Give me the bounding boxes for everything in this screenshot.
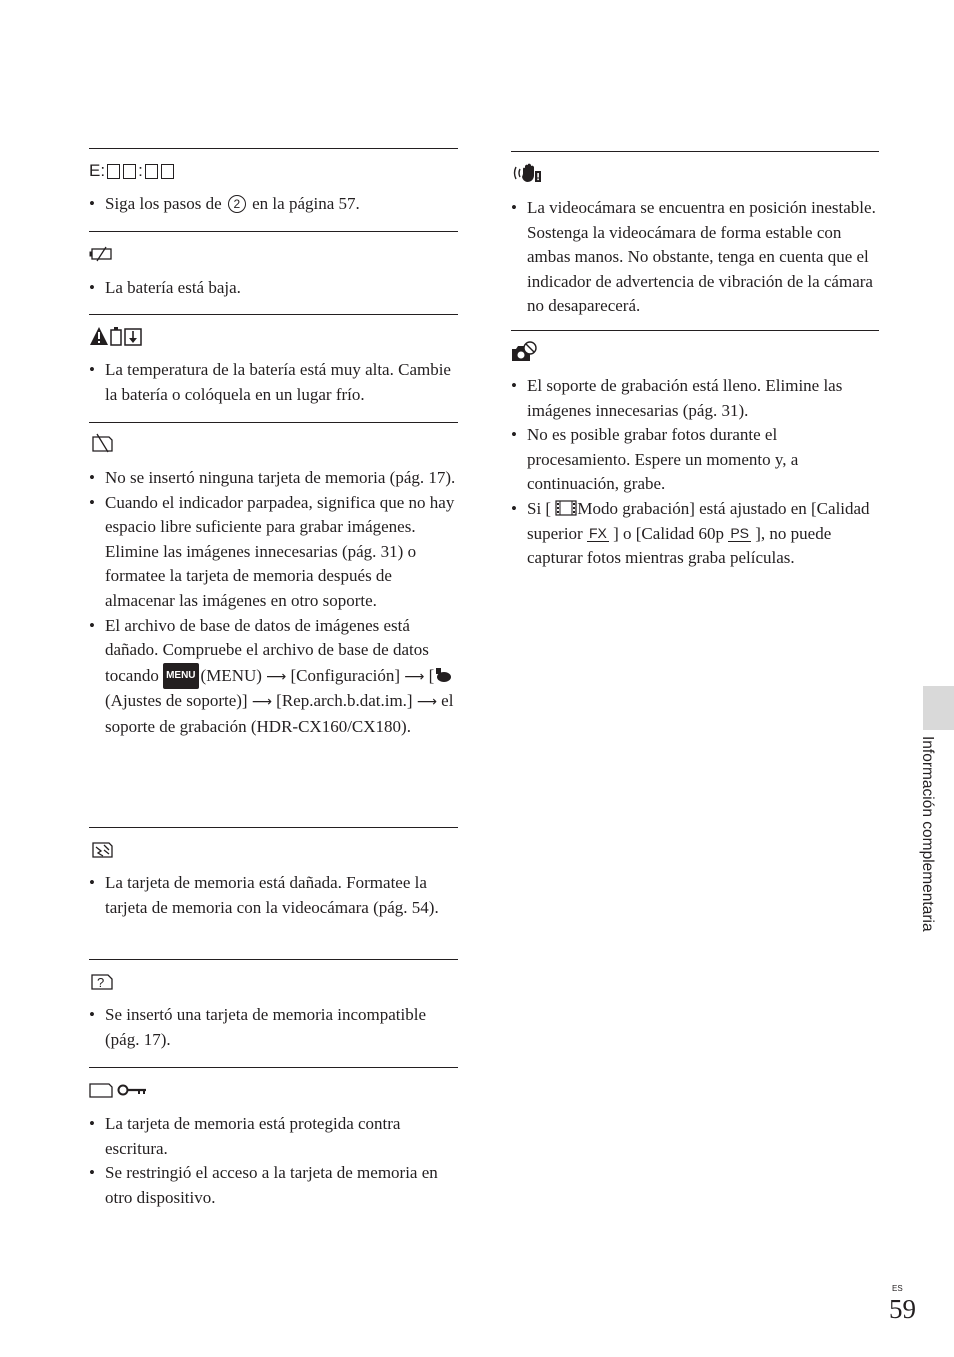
damaged-memory-card-section xyxy=(89,827,458,959)
incompatible-memory-card-section xyxy=(89,959,458,1067)
list-item: • El soporte de grabación está lleno. Elimine las imágenes innecesarias (pág. 31). xyxy=(511,374,879,423)
svg-text:?: ? xyxy=(97,975,105,990)
photo-cannot-record-icon xyxy=(511,341,537,363)
list-item: • Cuando el indicador parpadea, significa que no hay espacio libre suficiente para grabar imágenes. Elimine las imágenes innecesarias (pág. 31) o formatee la tarjeta de memoria después de almacenar las imágenes en otro soporte. xyxy=(89,491,458,614)
battery-low-icon xyxy=(89,243,115,265)
bullet-list xyxy=(89,1003,458,1052)
battery-temperature-section xyxy=(89,314,458,422)
bullet-list xyxy=(511,196,879,319)
list-item: • Si [ Modo grabación] está ajustado en [Calidad superior FX ] o [Calidad 60p PS ], no puede capturar fotos mientras graba películas. xyxy=(511,497,879,571)
list-item: • La batería está baja. xyxy=(89,276,458,301)
list-item: • Se insertó una tarjeta de memoria incompatible (pág. 17). xyxy=(89,1003,458,1052)
page-language-code: ES xyxy=(892,1284,903,1293)
damaged-memory-card-icon xyxy=(89,838,115,860)
bullet-list xyxy=(89,358,458,407)
list-item: • La tarjeta de memoria está dañada. Formatee la tarjeta de memoria con la videocámara (pág. 54). xyxy=(89,871,458,920)
arrow-right-icon: ⟶ xyxy=(251,694,272,711)
bullet-list xyxy=(89,1112,458,1210)
list-item: • La temperatura de la batería está muy alta. Cambie la batería o colóquela en un lugar frío. xyxy=(89,358,458,407)
camera-shake-section xyxy=(511,151,879,330)
no-memory-card-icon xyxy=(89,432,115,454)
error-code-section xyxy=(89,148,458,231)
bullet-list xyxy=(89,466,458,740)
list-item: • Siga los pasos de 2 en la página 57. xyxy=(89,192,458,217)
ps-quality-icon: PS xyxy=(730,524,749,541)
list-item: • Se restringió el acceso a la tarjeta de memoria en otro dispositivo. xyxy=(89,1161,458,1210)
bullet-list xyxy=(89,276,458,301)
fx-quality-icon: FX xyxy=(588,524,607,541)
camera-shake-warning-icon xyxy=(511,162,545,184)
arrow-right-icon: ⟶ xyxy=(416,694,437,711)
photo-cannot-record-section xyxy=(511,330,879,581)
error-code-icon: E: : xyxy=(89,160,175,182)
battery-temperature-warning-icon xyxy=(89,325,145,347)
arrow-right-icon: ⟶ xyxy=(266,668,287,685)
list-item: • La tarjeta de memoria está protegida contra escritura. xyxy=(89,1112,458,1161)
list-item: • El archivo de base de datos de imágenes está dañado. Compruebe el archivo de base de datos tocando MENU (MENU) ⟶ [Configuración] ⟶ [(Ajustes de soporte)] ⟶ [Rep.arch.b.dat.im.] ⟶ el soporte de grabación (HDR-CX160/CX180). xyxy=(89,614,458,740)
movie-film-icon xyxy=(555,500,577,516)
side-tab-label: Información complementaria xyxy=(919,736,936,932)
media-settings-icon xyxy=(434,667,452,683)
menu-icon: MENU xyxy=(163,663,198,690)
bullet-list xyxy=(89,192,458,217)
side-tab-marker xyxy=(923,686,954,730)
arrow-right-icon: ⟶ xyxy=(404,668,425,685)
write-protected-card-section xyxy=(89,1067,458,1218)
write-protected-card-icon xyxy=(89,1079,151,1101)
list-item: • La videocámara se encuentra en posición inestable. Sostenga la videocámara de forma estable con ambas manos. No obstante, tenga en cuenta que el indicador de advertencia de vibración de la cámara no desaparecerá. xyxy=(511,196,879,319)
page-number: 59 xyxy=(889,1294,916,1324)
list-item: • No se insertó ninguna tarjeta de memoria (pág. 17). xyxy=(89,466,458,491)
incompatible-memory-card-icon xyxy=(89,971,115,993)
bullet-list xyxy=(89,871,458,920)
bullet-list xyxy=(511,374,879,571)
no-memory-card-section xyxy=(89,422,458,827)
list-item: • No es posible grabar fotos durante el procesamiento. Espere un momento y, a continuación, grabe. xyxy=(511,423,879,497)
battery-low-section xyxy=(89,231,458,314)
